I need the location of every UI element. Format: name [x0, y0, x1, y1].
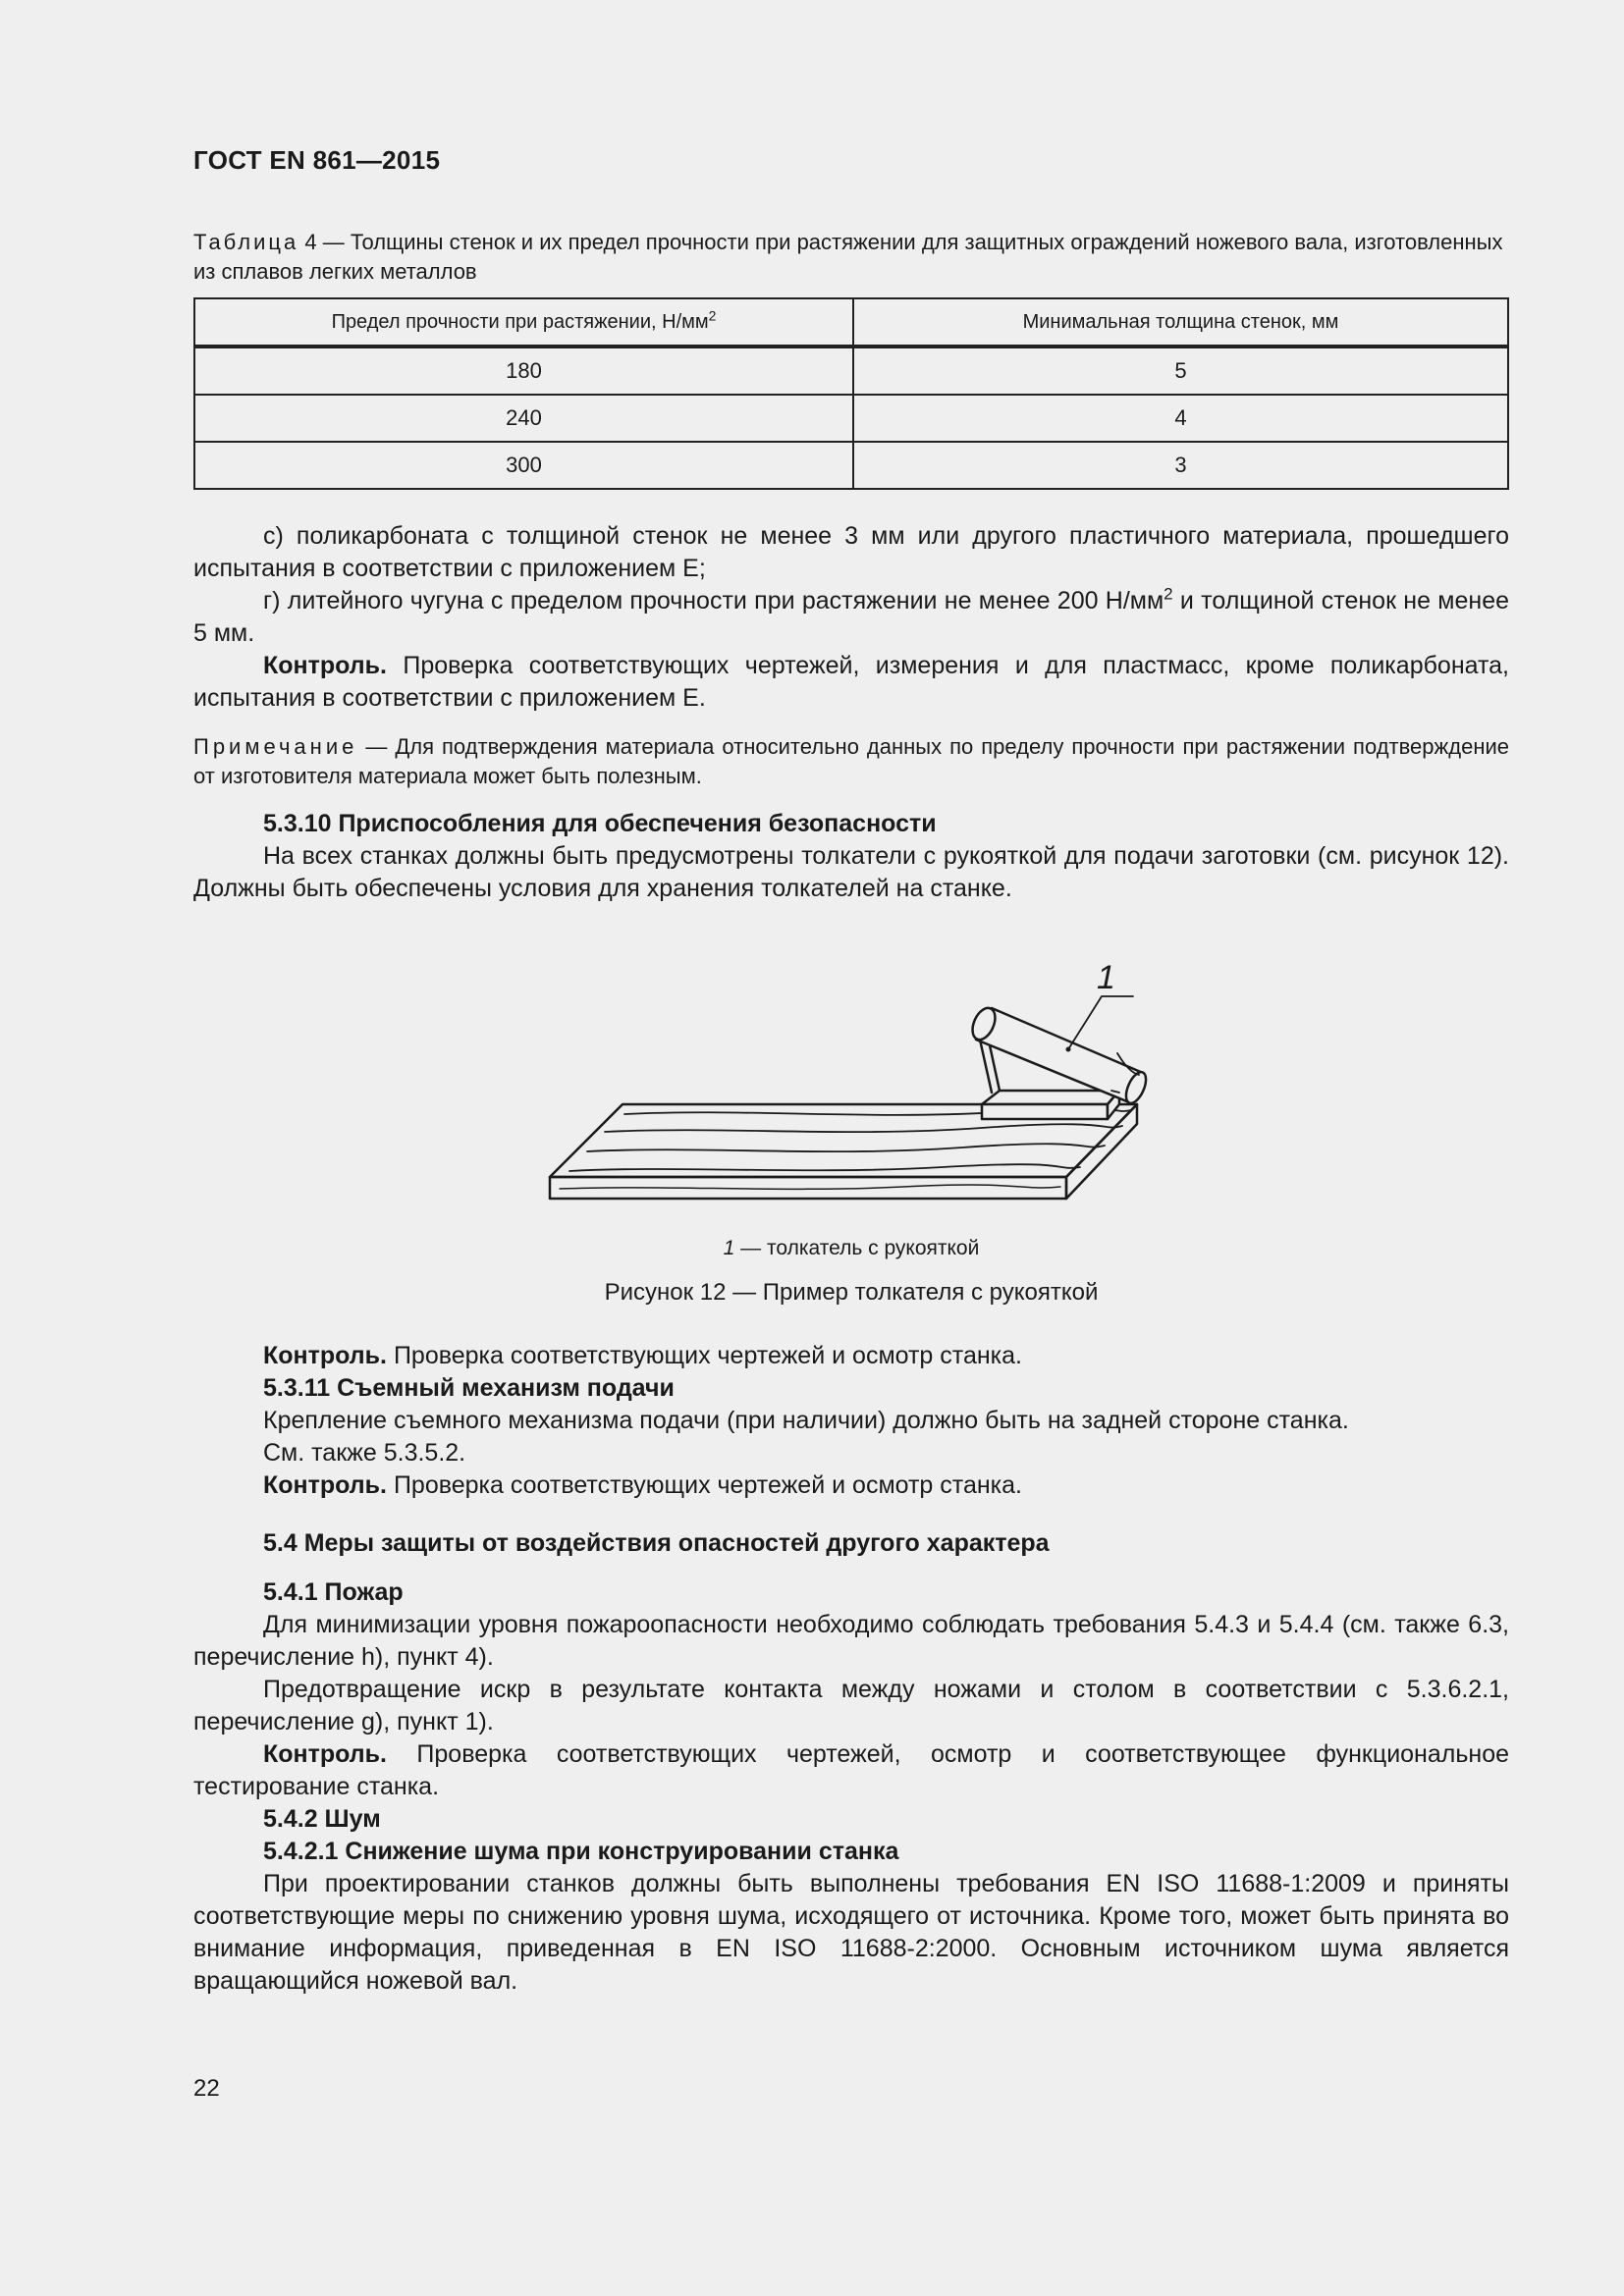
- table-caption-text: 4 — Толщины стенок и их предел прочности при растяжении для защитных ограждений ножевого вала, изготовленных из сплавов легких металлов: [193, 230, 1503, 284]
- section-text: На всех станках должны быть предусмотрены толкатели с рукояткой для подачи заготовки (см. рисунок 12). Должны быть обеспечены условия для хранения толкателей на станке.: [193, 842, 1509, 902]
- note: [193, 732, 1509, 791]
- materials-list: [193, 520, 1509, 715]
- table-row: [194, 347, 1508, 395]
- figure-caption: Рисунок 12 — Пример толкателя с рукояткой: [604, 1279, 1099, 1306]
- wall-thickness-table: [193, 297, 1509, 490]
- thickness-cell: 5: [853, 347, 1508, 395]
- table-row: [194, 442, 1508, 489]
- section-5-4-1: [193, 1576, 1509, 1998]
- push-stick-drawing: [968, 1004, 1150, 1119]
- section-text: Крепление съемного механизма подачи (при наличии) должно быть на задней стороне станка.: [263, 1407, 1349, 1434]
- thickness-cell: 4: [853, 395, 1508, 442]
- section-text: См. также 5.3.5.2.: [263, 1439, 466, 1467]
- section-text: При проектировании станков должны быть выполнены требования EN ISO 11688-1:2009 и приняты соответствующие меры по снижению уровня шума, исходящего от источника. Кроме того, может быть принята во внимание информация, приведенная в EN ISO 11688-2:2000. Основным источником шума является вращающийся ножевой вал.: [193, 1870, 1509, 1995]
- table-caption-label: Таблица: [193, 230, 299, 254]
- section-5-3-11: [193, 1340, 1509, 1502]
- column-header-thickness: Минимальная толщина стенок, мм: [853, 298, 1508, 347]
- section-title: 5.4.2.1 Снижение шума при конструировании станка: [263, 1838, 899, 1865]
- thickness-cell: 3: [853, 442, 1508, 489]
- section-text: Предотвращение искр в результате контакта между ножами и столом в соответствии с 5.3.6.2.1, перечисление g), пункт 1).: [193, 1676, 1509, 1735]
- control-paragraph: Контроль. Проверка соответствующих чертежей и осмотр станка.: [263, 1471, 1022, 1499]
- page-number: 22: [193, 2075, 220, 2102]
- table-caption: [193, 228, 1509, 287]
- document-header: ГОСТ EN 861—2015: [193, 145, 441, 175]
- section-text: Для минимизации уровня пожароопасности необходимо соблюдать требования 5.4.3 и 5.4.4 (см. также 6.3, перечисление h), пункт 4).: [193, 1611, 1509, 1671]
- strength-cell: 300: [194, 442, 853, 489]
- section-title: 5.4.1 Пожар: [263, 1578, 404, 1606]
- section-title: 5.3.10 Приспособления для обеспечения безопасности: [263, 810, 937, 837]
- section-title: 5.4.2 Шум: [263, 1805, 381, 1833]
- section-title: 5.3.11 Съемный механизм подачи: [263, 1374, 675, 1402]
- strength-cell: 240: [194, 395, 853, 442]
- section-5-4: [193, 1527, 1509, 1560]
- list-item-c: с) поликарбоната с толщиной стенок не менее 3 мм или другого пластичного материала, прошедшего испытания в соответствии с приложением Е;: [193, 522, 1509, 582]
- list-item-g: г) литейного чугуна с пределом прочности при растяжении не менее 200 $Н/мм^2$ и толщиной стенок не менее 5 мм.: [193, 584, 1509, 647]
- figure-legend: [193, 1237, 1509, 1260]
- legend-text: — толкатель с рукояткой: [734, 1237, 980, 1259]
- table-header-row: [194, 298, 1508, 347]
- table-row: [194, 395, 1508, 442]
- section-5-3-10: [193, 808, 1509, 905]
- note-label: Примечание: [193, 734, 358, 759]
- control-paragraph: Контроль. Проверка соответствующих чертежей, осмотр и соответствующее функциональное тестирование станка.: [193, 1740, 1509, 1800]
- control-paragraph: Контроль. Проверка соответствующих чертежей, измерения и для пластмасс, кроме поликарбоната, испытания в соответствии с приложением Е.: [193, 652, 1509, 712]
- section-title: 5.4 Меры защиты от воздействия опасностей другого характера: [263, 1529, 1050, 1557]
- callout-number: 1: [1097, 959, 1115, 996]
- column-header-strength: Предел прочности при растяжении, $Н/мм^2$: [194, 298, 853, 347]
- control-paragraph: Контроль. Проверка соответствующих чертежей и осмотр станка.: [263, 1342, 1022, 1369]
- note-text: — Для подтверждения материала относительно данных по пределу прочности при растяжении подтверждение от изготовителя материала может быть полезным.: [193, 734, 1509, 788]
- strength-cell: 180: [194, 347, 853, 395]
- legend-number: 1: [723, 1237, 735, 1259]
- figure-push-stick: [530, 957, 1159, 1222]
